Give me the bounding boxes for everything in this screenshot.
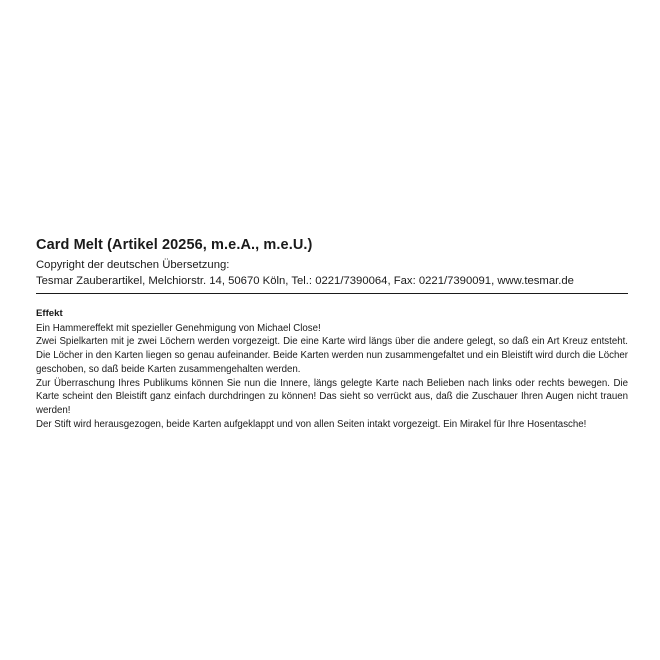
paragraph-description-3: Der Stift wird herausgezogen, beide Karten aufgeklappt und von allen Seiten intakt vorgezeigt. Ein Mirakel für Ihre Hosentasche!	[36, 418, 587, 430]
paragraph-description-2: Zur Überraschung Ihres Publikums können Sie nun die Innere, längs gelegte Karte nach Belieben nach links oder rechts bewegen. Die Karte scheint den Bleistift ganz einfach durchdringen zu können! Das sieht so verrückt aus, daß die Zuschauer Ihren Augen nicht trauen werden!	[36, 377, 628, 417]
paragraph-description-1: Zwei Spielkarten mit je zwei Löchern werden vorgezeigt. Die eine Karte wird längs über die andere gelegt, so daß ein Art Kreuz entsteht. Die Löcher in den Karten liegen so genau aufeinander. Beide Karten werden nun zusammengefaltet und ein Bleistift wird durch die Löcher geschoben, so daß beide Karten zusammengehalten werden.	[36, 336, 628, 375]
page-title: Card Melt (Artikel 20256, m.e.A., m.e.U.)	[36, 237, 313, 253]
document-body	[36, 236, 628, 432]
paragraph-intro: Ein Hammereffekt mit spezieller Genehmigung von Michael Close!	[36, 322, 321, 334]
section-heading-effekt: Effekt	[36, 307, 63, 319]
publisher-address-line: Tesmar Zauberartikel, Melchiorstr. 14, 50670 Köln, Tel.: 0221/7390064, Fax: 0221/7390091, www.tesmar.de	[36, 274, 628, 293]
copyright-line: Copyright der deutschen Übersetzung:	[36, 259, 230, 272]
